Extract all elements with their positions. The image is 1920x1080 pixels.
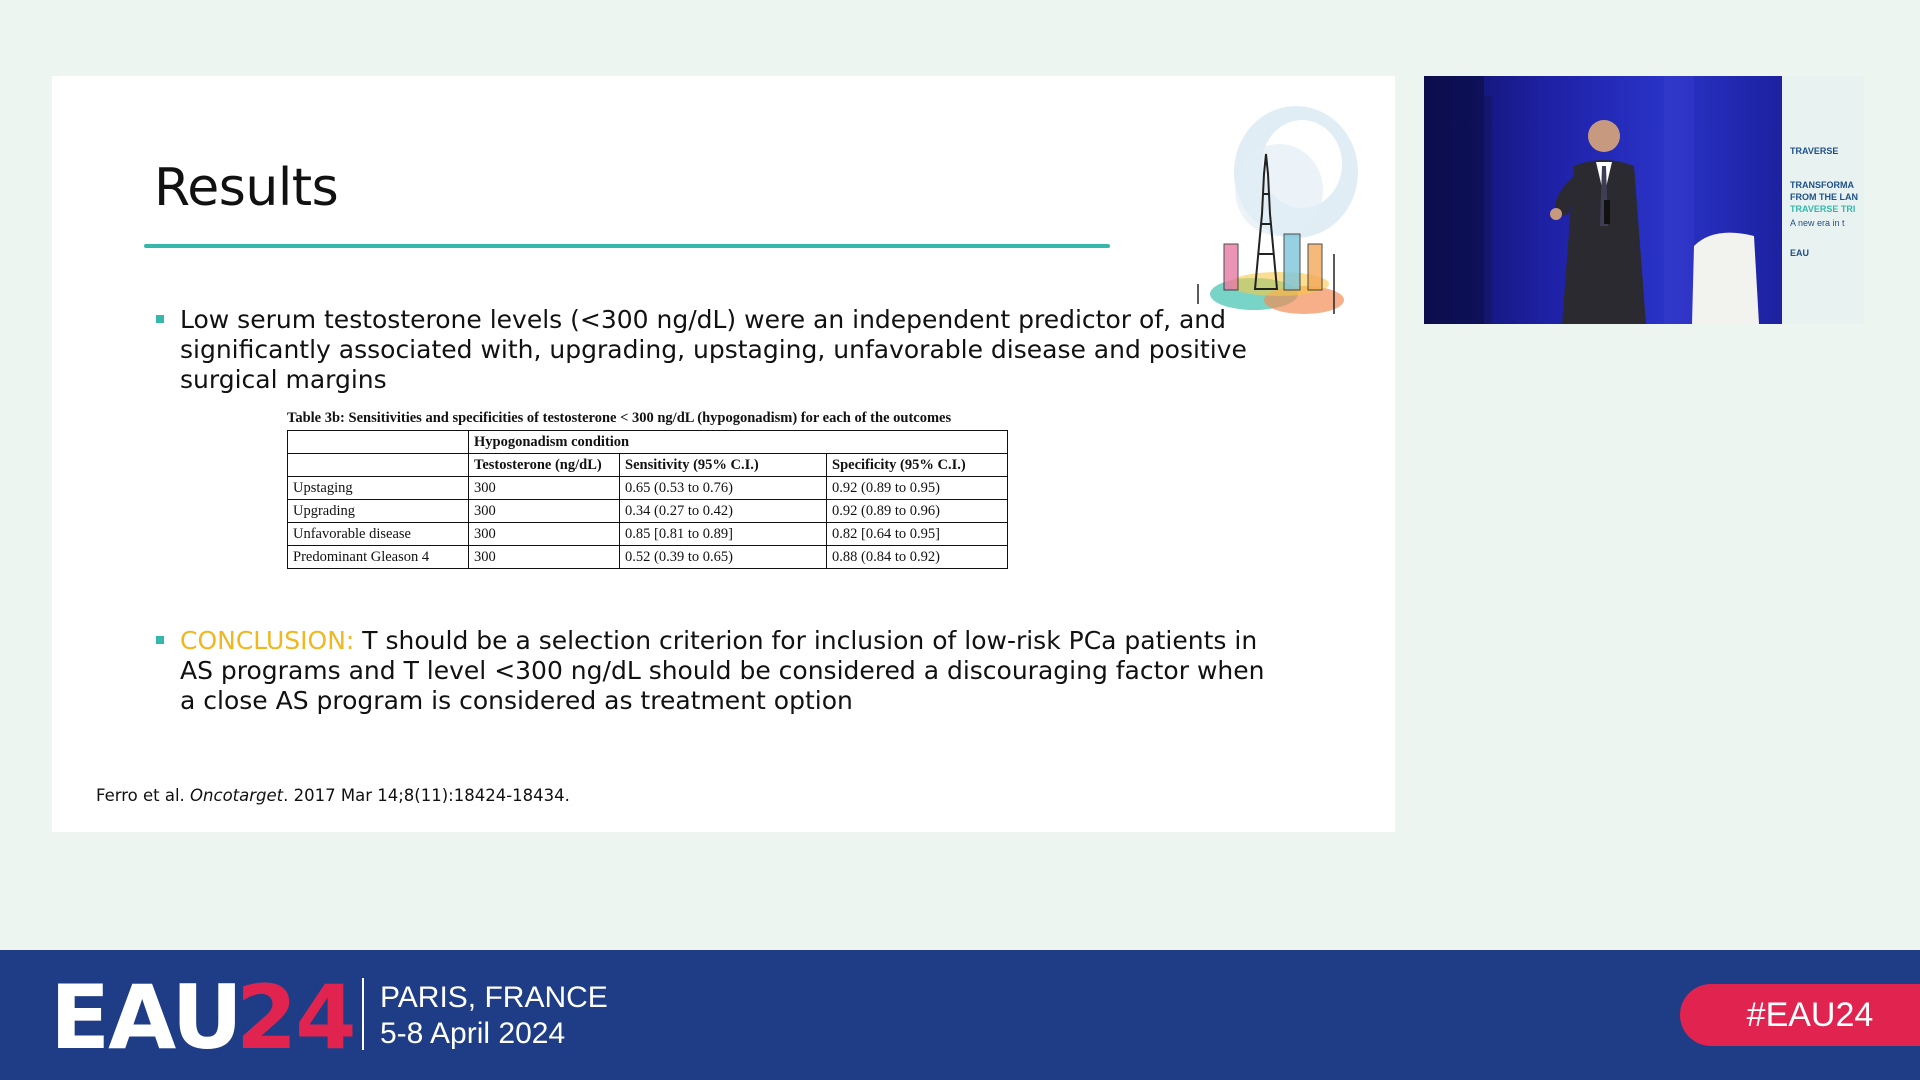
- citation-authors: Ferro et al.: [96, 786, 191, 805]
- results-table-figure: [287, 410, 1047, 569]
- footer-divider: [362, 978, 364, 1050]
- table-cell-specificity: 0.88 (0.84 to 0.92): [827, 546, 1008, 569]
- table-row: [288, 500, 1008, 523]
- table-cell-testosterone: 300: [469, 500, 620, 523]
- eau-logo-text: EAU: [50, 966, 241, 1069]
- table-caption: Table 3b: Sensitivities and specificities of testosterone < 300 ng/dL (hypogonadism) for each of the outcomes: [287, 410, 952, 426]
- table-row: [288, 477, 1008, 500]
- table-column-header: Testosterone (ng/dL): [469, 454, 620, 477]
- table-cell-specificity: 0.92 (0.89 to 0.95): [827, 477, 1008, 500]
- bullet-conclusion: [156, 626, 1296, 722]
- eau-logo-year: 24: [236, 966, 355, 1069]
- table-row: [288, 523, 1008, 546]
- table-cell-testosterone: 300: [469, 477, 620, 500]
- banner-line: FROM THE LAN: [1790, 192, 1858, 202]
- bullet-finding-text: Low serum testosterone levels (<300 ng/dL) were an independent predictor of, and significantly associated with, upgrading, upstaging, unfavorable disease and positive surgical margins: [180, 305, 1247, 394]
- banner-line: A new era in t: [1790, 218, 1845, 228]
- citation: [96, 786, 570, 805]
- banner-line: TRANSFORMA: [1790, 180, 1854, 190]
- table-group-header: Hypogonadism condition: [469, 431, 1008, 454]
- presentation-slide: [52, 76, 1395, 832]
- table-header-row: [288, 431, 1008, 454]
- banner-line: TRAVERSE: [1790, 146, 1839, 156]
- table-header-row: [288, 454, 1008, 477]
- table-cell-testosterone: 300: [469, 523, 620, 546]
- title-underline: [144, 244, 1110, 248]
- table-column-header: Specificity (95% C.I.): [827, 454, 1008, 477]
- banner-line: TRAVERSE TRI: [1790, 204, 1856, 214]
- table-row: [288, 546, 1008, 569]
- table-cell-outcome: Predominant Gleason 4: [288, 546, 469, 569]
- hashtag-badge: #EAU24: [1680, 984, 1920, 1046]
- banner-line: EAU: [1790, 248, 1810, 258]
- table-cell-outcome: Unfavorable disease: [288, 523, 469, 546]
- table-corner-cell: [288, 431, 469, 454]
- table-cell-sensitivity: 0.85 [0.81 to 0.89]: [620, 523, 827, 546]
- bullet-marker: [156, 315, 164, 323]
- event-footer: [0, 950, 1920, 1080]
- conclusion-label: CONCLUSION:: [180, 626, 355, 655]
- table-cell-outcome: Upgrading: [288, 500, 469, 523]
- event-dates: 5-8 April 2024: [380, 1017, 566, 1050]
- bullet-marker: [156, 636, 164, 644]
- event-location: PARIS, FRANCE: [380, 981, 608, 1014]
- table-cell-sensitivity: 0.65 (0.53 to 0.76): [620, 477, 827, 500]
- results-table: [287, 430, 1008, 569]
- table-cell-sensitivity: 0.52 (0.39 to 0.65): [620, 546, 827, 569]
- sponsor-banner: [1782, 76, 1864, 324]
- table-cell-specificity: 0.92 (0.89 to 0.96): [827, 500, 1008, 523]
- conclusion-body: T should be a selection criterion for inclusion of low-risk PCa patients in AS programs and T level <300 ng/dL should be considered a discouraging factor when a close AS program is considered as treatment option: [180, 626, 1265, 715]
- table-corner-cell: [288, 454, 469, 477]
- table-column-header: Sensitivity (95% C.I.): [620, 454, 827, 477]
- table-cell-outcome: Upstaging: [288, 477, 469, 500]
- table-cell-specificity: 0.82 [0.64 to 0.95]: [827, 523, 1008, 546]
- bullet-conclusion-text: [180, 626, 1270, 716]
- table-cell-testosterone: 300: [469, 546, 620, 569]
- bullet-finding: [156, 305, 1296, 401]
- eiffel-tower-illustration: [1184, 94, 1364, 322]
- slide-title: Results: [154, 158, 339, 218]
- speaker-video-feed: [1424, 76, 1864, 324]
- citation-journal: Oncotarget: [190, 786, 284, 805]
- table-cell-sensitivity: 0.34 (0.27 to 0.42): [620, 500, 827, 523]
- citation-details: . 2017 Mar 14;8(11):18424-18434.: [283, 786, 570, 805]
